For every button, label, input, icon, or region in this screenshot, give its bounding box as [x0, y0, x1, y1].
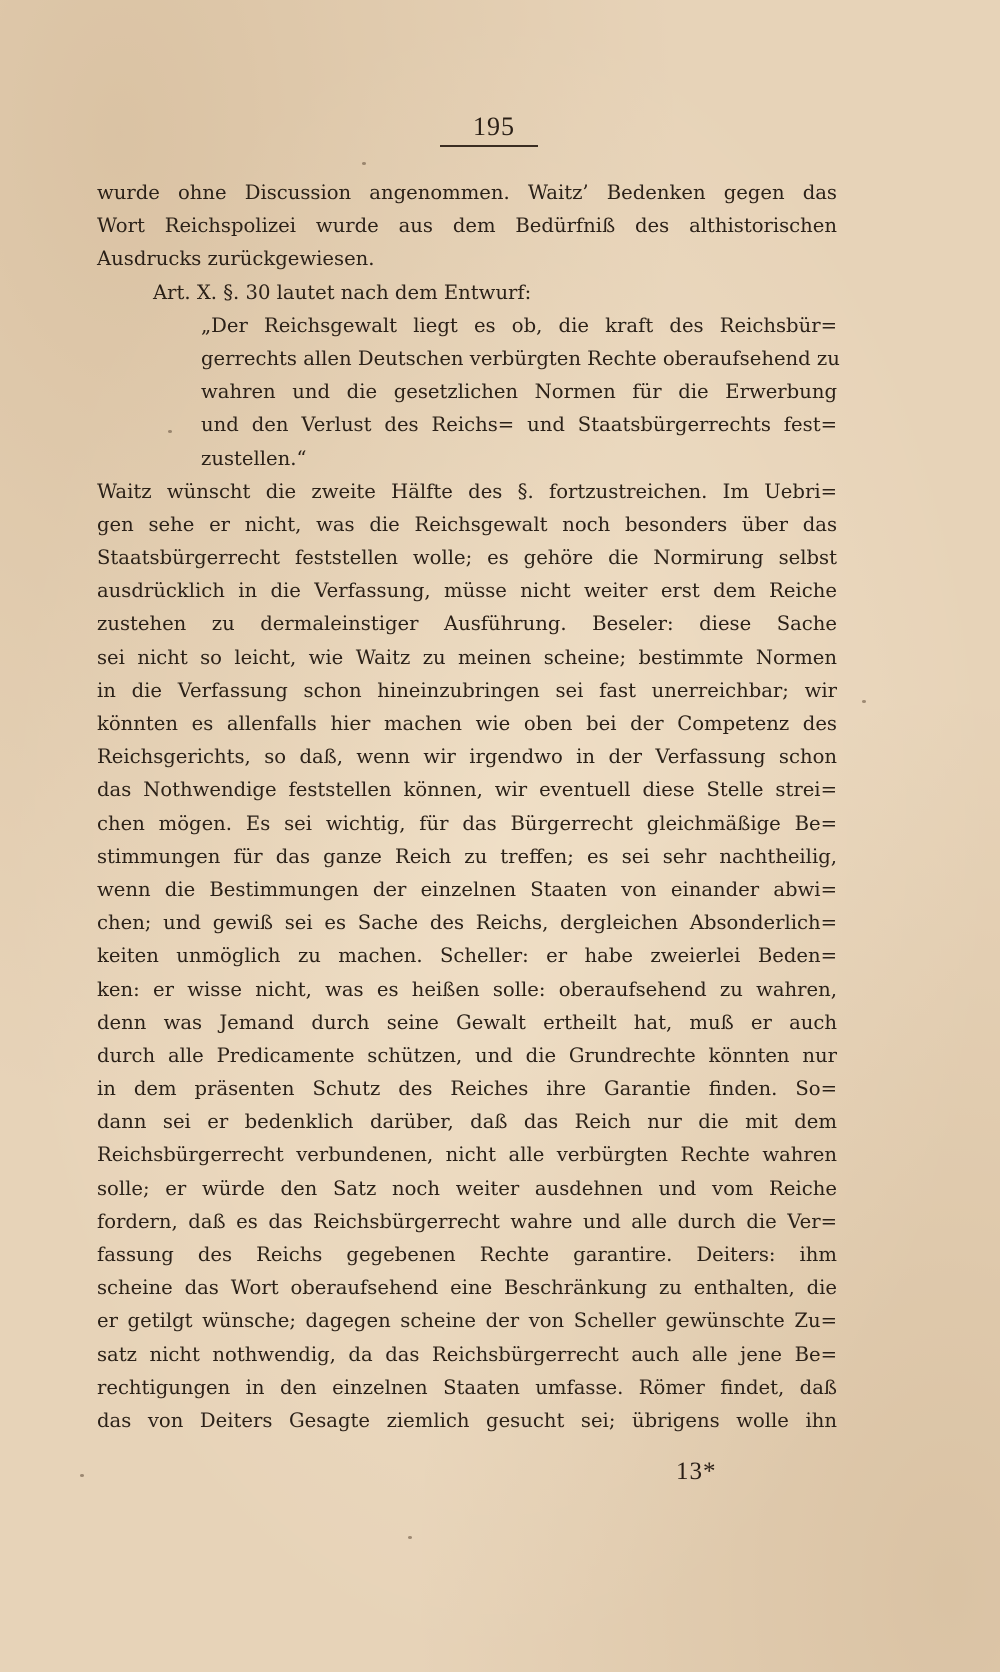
quote-line: gerrechts allen Deutschen verbürgten Rechte oberaufsehend zu [201, 346, 840, 370]
text-line: Staatsbürgerrecht feststellen wolle; es gehöre die Normirung selbst [97, 546, 837, 570]
quote-line: „Der Reichsgewalt liegt es ob, die kraft des Reichsbür= [201, 313, 837, 337]
text-line: sei nicht so leicht, wie Waitz zu meinen scheine; bestimmte Normen [97, 645, 837, 669]
quote-line: und den Verlust des Reichs= und Staatsbürgerrechts fest= [201, 413, 837, 437]
text-line: denn was Jemand durch seine Gewalt ertheilt hat, muß er auch [97, 1010, 837, 1034]
text-line: wurde ohne Discussion angenommen. Waitz’ Bedenken gegen das [97, 181, 837, 204]
page-number: 195 [473, 112, 515, 141]
paper-speck [408, 1536, 412, 1539]
text-line: solle; er würde den Satz noch weiter ausdehnen und vom Reiche [97, 1176, 837, 1200]
text-line: fassung des Reichs gegebenen Rechte garantire. Deiters: ihm [97, 1243, 837, 1266]
paper-speck [80, 1474, 84, 1477]
text-line: chen; und gewiß sei es Sache des Reichs, dergleichen Absonderlich= [97, 911, 837, 935]
text-line: das Nothwendige feststellen können, wir eventuell diese Stelle strei= [97, 778, 837, 802]
paper-speck [362, 162, 366, 165]
text-line: er getilgt wünsche; dagegen scheine der von Scheller gewünschte Zu= [97, 1309, 837, 1333]
text-line: wenn die Bestimmungen der einzelnen Staaten von einander abwi= [97, 877, 837, 901]
text-line: satz nicht nothwendig, da das Reichsbürgerrecht auch alle jene Be= [97, 1342, 837, 1366]
text-line: Art. X. §. 30 lautet nach dem Entwurf: [153, 280, 532, 304]
header-rule [440, 145, 538, 147]
paper-speck [168, 430, 172, 433]
quote-line: zustellen.“ [201, 446, 307, 470]
text-line: Reichsbürgerrecht verbundenen, nicht alle verbürgten Rechte wahren [97, 1143, 837, 1167]
text-line: dann sei er bedenklich darüber, daß das Reich nur die mit dem [97, 1110, 837, 1134]
text-line: fordern, daß es das Reichsbürgerrecht wahre und alle durch die Ver= [97, 1209, 837, 1233]
text-line: chen mögen. Es sei wichtig, für das Bürgerrecht gleichmäßige Be= [97, 811, 837, 835]
text-line: Waitz wünscht die zweite Hälfte des §. fortzustreichen. Im Uebri= [97, 479, 837, 503]
text-line: in dem präsenten Schutz des Reiches ihre Garantie finden. So= [97, 1077, 837, 1101]
text-line: stimmungen für das ganze Reich zu treffen; es sei sehr nachtheilig, [97, 844, 837, 868]
text-line: durch alle Predicamente schützen, und die Grundrechte könnten nur [97, 1043, 837, 1067]
text-line: Wort Reichspolizei wurde aus dem Bedürfniß des althistorischen [97, 214, 837, 238]
text-line: Ausdrucks zurückgewiesen. [97, 247, 375, 271]
text-line: könnten es allenfalls hier machen wie oben bei der Competenz des [97, 712, 837, 735]
text-line: in die Verfassung schon hineinzubringen sei fast unerreichbar; wir [97, 678, 837, 702]
signature-mark: 13* [676, 1458, 717, 1485]
text-line: ken: er wisse nicht, was es heißen solle: oberaufsehend zu wahren, [97, 977, 837, 1001]
text-line: das von Deiters Gesagte ziemlich gesucht sei; übrigens wolle ihn [97, 1408, 837, 1432]
text-line: keiten unmöglich zu machen. Scheller: er habe zweierlei Beden= [97, 944, 837, 968]
text-line: scheine das Wort oberaufsehend eine Beschränkung zu enthalten, die [97, 1276, 837, 1300]
text-line: Reichsgerichts, so daß, wenn wir irgendwo in der Verfassung schon [97, 745, 837, 769]
text-line: rechtigungen in den einzelnen Staaten umfasse. Römer findet, daß [97, 1375, 837, 1399]
text-line: ausdrücklich in die Verfassung, müsse nicht weiter erst dem Reiche [97, 579, 837, 603]
quote-line: wahren und die gesetzlichen Normen für die Erwerbung [201, 380, 837, 404]
paper-speck [862, 700, 866, 703]
body-text [97, 176, 840, 1437]
text-line: zustehen zu dermaleinstiger Ausführung. Beseler: diese Sache [97, 612, 837, 636]
text-line: gen sehe er nicht, was die Reichsgewalt noch besonders über das [97, 512, 837, 536]
